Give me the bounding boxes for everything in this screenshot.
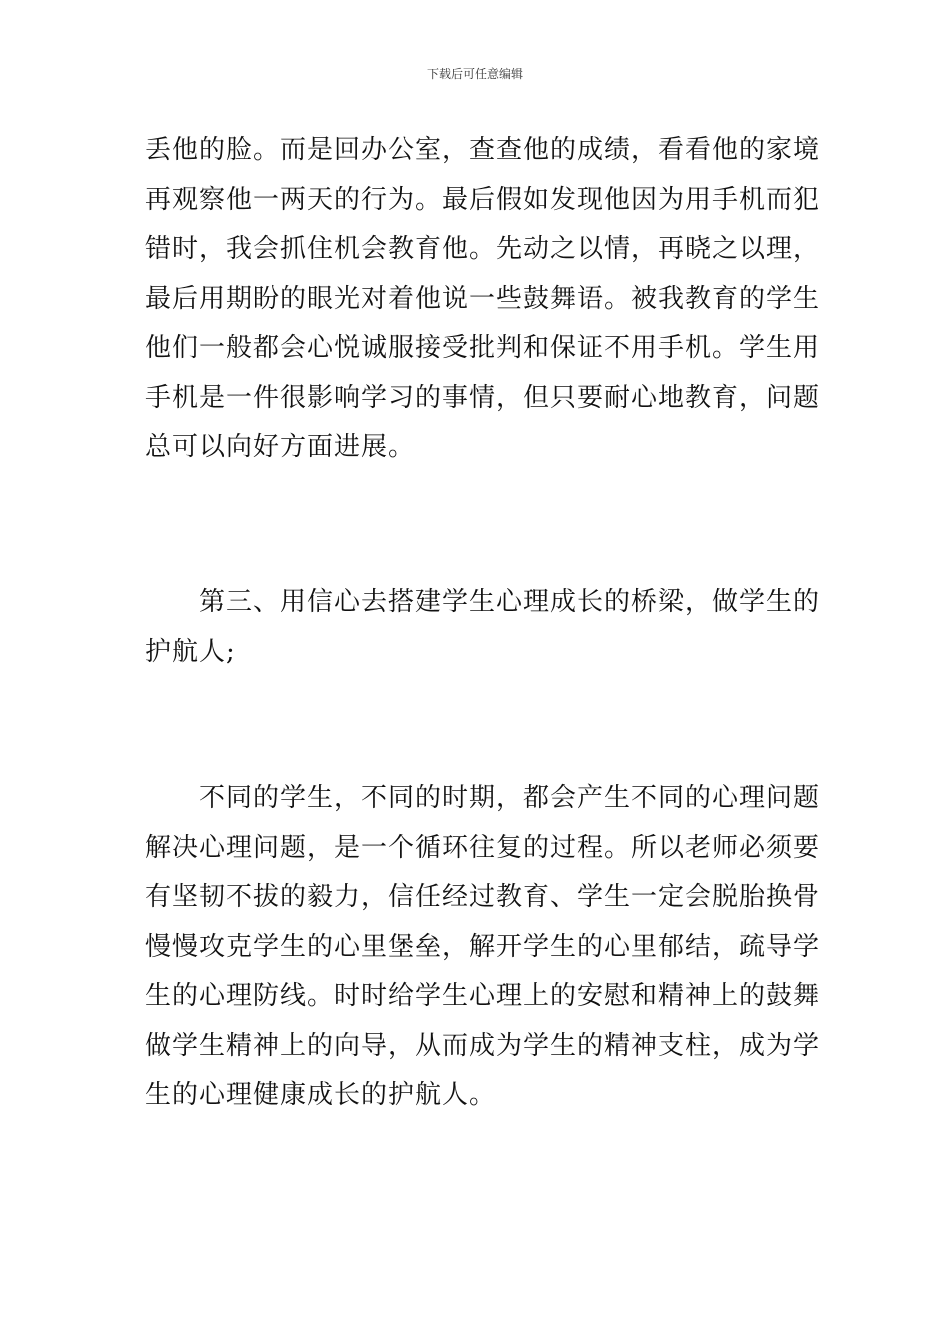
paragraph-line: 不同的学生，不同的时期，都会产生不同的心理问题 [199,783,821,813]
paragraph-line: 护航人; [145,636,236,667]
section-heading-paragraph [145,578,821,677]
paragraph-line: 再观察他一两天的行为。最后假如发现他因为用手机而犯 [145,184,821,215]
page-header-note: 下载后可任意编辑 [426,67,523,81]
paragraph-line: 最后用期盼的眼光对着他说一些鼓舞语。被我教育的学生 [145,283,821,314]
paragraph-line: 有坚韧不拔的毅力，信任经过教育、学生一定会脱胎换骨 [145,882,821,912]
paragraph-line: 第三、用信心去搭建学生心理成长的桥梁，做学生的 [199,587,821,617]
paragraph-line: 总可以向好方面进展。 [145,432,416,462]
paragraph-line: 解决心理问题，是一个循环往复的过程。所以老师必须要 [145,832,821,863]
paragraph-line: 慢慢攻克学生的心里堡垒，解开学生的心里郁结，疏导学 [145,931,821,962]
paragraph-line: 丢他的脸。而是回办公室，查查他的成绩，看看他的家境 [145,135,821,165]
paragraph-line: 手机是一件很影响学习的事情，但只要耐心地教育，问题 [145,382,821,413]
paragraph-line: 做学生精神上的向导，从而成为学生的精神支柱，成为学 [145,1030,821,1061]
paragraph-line: 他们一般都会心悦诚服接受批判和保证不用手机。学生用 [145,333,821,363]
paragraph-3 [145,774,821,1121]
paragraph-line: 生的心理健康成长的护航人。 [145,1080,497,1110]
paragraph-1 [145,126,821,473]
paragraph-line: 生的心理防线。时时给学生心理上的安慰和精神上的鼓舞 [145,981,821,1011]
paragraph-line: 错时，我会抓住机会教育他。先动之以情，再晓之以理， [145,234,821,264]
